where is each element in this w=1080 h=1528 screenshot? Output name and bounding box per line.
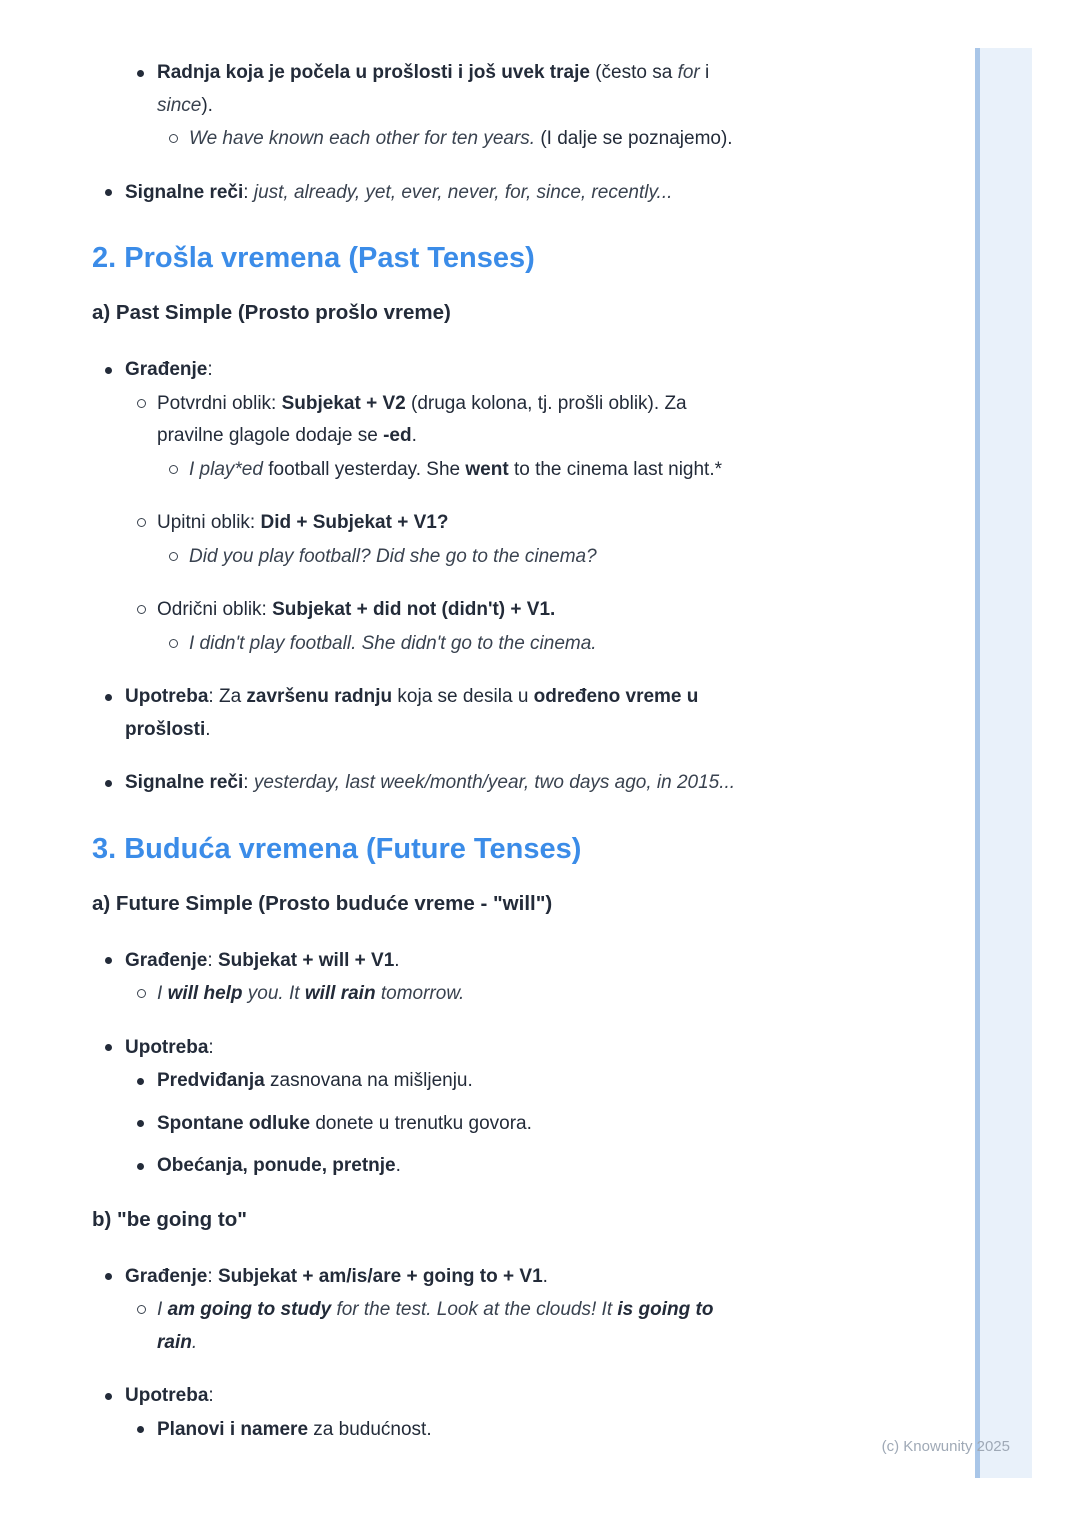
bullet-circle-icon [169, 628, 189, 661]
list-item-signal-words [105, 177, 825, 210]
list-item-predictions [137, 1065, 825, 1098]
bullet-disc-icon [105, 1261, 125, 1294]
heading-past-tenses: 2. Prošla vremena (Past Tenses) [92, 242, 535, 274]
copyright-note: (c) Knowunity 2025 [881, 1438, 1010, 1455]
list-item-text: Upotreba: [125, 1036, 214, 1058]
list-item-question-form [137, 507, 825, 540]
bullet-disc-icon [105, 945, 125, 978]
list-item-formation [105, 354, 825, 387]
list-item-text: Odrični oblik: Subjekat + did not (didn't) + V1. [157, 599, 556, 620]
list-item-text: Did you play football? Did she go to the cinema? [189, 545, 597, 567]
list-item-text: Predviđanja zasnovana na mišljenju. [157, 1070, 473, 1091]
list-item-text: Planovi i namere za budućnost. [157, 1418, 432, 1440]
bullet-circle-icon [169, 541, 189, 574]
bullet-disc-icon [105, 177, 125, 210]
subheading-be-going-to: b) "be going to" [92, 1207, 247, 1231]
list-item-example [169, 123, 825, 156]
list-item-text: Građenje: Subjekat + will + V1. [125, 949, 400, 971]
list-item-example [169, 454, 825, 487]
bullet-disc-icon [105, 354, 125, 387]
bullet-disc-icon [137, 1108, 157, 1141]
bullet-circle-icon [137, 388, 157, 453]
list-item-text: Obećanja, ponude, pretnje. [157, 1155, 401, 1176]
subheading-past-simple: a) Past Simple (Prosto prošlo vreme) [92, 301, 451, 324]
bullet-disc-icon [105, 767, 125, 800]
bullet-circle-icon [137, 978, 157, 1011]
list-item-usage [105, 681, 825, 746]
bullet-disc-icon [137, 57, 157, 122]
bullet-disc-icon [105, 1380, 125, 1413]
list-item-affirmative-form [137, 388, 825, 453]
list-item-text: Signalne reči: yesterday, last week/month/year, two days ago, in 2015... [125, 772, 736, 793]
list-item-text: I will help you. It will rain tomorrow. [157, 983, 465, 1004]
list-item-text: We have known each other for ten years. (I dalje se poznajemo). [189, 128, 733, 149]
list-item-formation [105, 945, 825, 978]
list-item-formation [105, 1261, 825, 1294]
list-item-usage [105, 1380, 825, 1413]
list-item-negative-form [137, 594, 825, 627]
list-item-example [137, 1294, 825, 1359]
bullet-circle-icon [169, 123, 189, 156]
bullet-circle-icon [137, 507, 157, 540]
list-item-spontaneous-decisions [137, 1108, 825, 1141]
list-item-text: Upitni oblik: Did + Subjekat + V1? [157, 512, 449, 533]
list-item-text: Signalne reči: just, already, yet, ever, never, for, since, recently... [125, 181, 673, 203]
list-item-present-perfect-usage [137, 57, 825, 122]
bullet-disc-icon [137, 1150, 157, 1183]
list-item-example [169, 541, 825, 574]
list-item-text: Radnja koja je počela u prošlosti i još uvek traje (često sa for i since). [157, 62, 710, 116]
right-margin-stripe [975, 48, 1032, 1478]
list-item-text: Upotreba: [125, 1385, 214, 1406]
bullet-circle-icon [169, 454, 189, 487]
list-item-example [137, 978, 825, 1011]
bullet-circle-icon [137, 594, 157, 627]
list-item-promises [137, 1150, 825, 1183]
list-item-usage [105, 1032, 825, 1065]
list-item-text: I didn't play football. She didn't go to the cinema. [189, 632, 597, 654]
list-item-text: Potvrdni oblik: Subjekat + V2 (druga kolona, tj. prošli oblik). Za pravilne glagole dodaje se -ed. [157, 392, 687, 446]
list-item-plans-intentions [137, 1414, 825, 1447]
list-item-text: I am going to study for the test. Look at the clouds! It is going to rain. [157, 1299, 714, 1353]
list-item-text: Spontane odluke donete u trenutku govora. [157, 1112, 532, 1134]
bullet-disc-icon [105, 1032, 125, 1065]
bullet-disc-icon [137, 1414, 157, 1447]
bullet-disc-icon [137, 1065, 157, 1098]
bullet-circle-icon [137, 1294, 157, 1359]
list-item-text: Građenje: Subjekat + am/is/are + going to + V1. [125, 1265, 548, 1287]
list-item-text: Građenje: [125, 359, 213, 380]
list-item-text: Upotreba: Za završenu radnju koja se desila u određeno vreme u prošlosti. [125, 686, 699, 740]
list-item-signal-words [105, 767, 825, 800]
heading-future-tenses: 3. Buduća vremena (Future Tenses) [92, 832, 582, 865]
bullet-disc-icon [105, 681, 125, 746]
subheading-future-simple: a) Future Simple (Prosto buduće vreme - "will") [92, 891, 553, 915]
list-item-example [169, 628, 825, 661]
list-item-text: I play*ed football yesterday. She went to the cinema last night.* [189, 458, 723, 480]
